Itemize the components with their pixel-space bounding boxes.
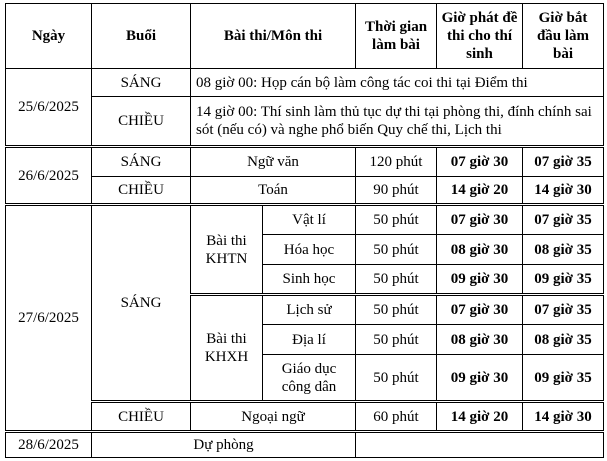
release-time-cell: 07 giờ 30 — [437, 295, 523, 325]
start-time-cell: 07 giờ 35 — [523, 205, 604, 235]
header-row — [6, 4, 604, 69]
header-subject: Bài thi/Môn thi — [191, 4, 356, 69]
note-cell: 08 giờ 00: Họp cán bộ làm công tác coi thi tại Điểm thi — [191, 69, 604, 97]
release-time-cell: 14 giờ 20 — [437, 402, 523, 432]
release-time-cell: 07 giờ 30 — [437, 147, 523, 177]
note-cell: 14 giờ 00: Thí sinh làm thủ tục dự thi tại phòng thi, đính chính sai sót (nếu có) và nghe phổ biến Quy chế thi, Lịch thi — [191, 97, 604, 147]
duration-cell: 60 phút — [356, 402, 437, 432]
start-time-cell: 14 giờ 30 — [523, 402, 604, 432]
exam-schedule-table — [5, 3, 604, 458]
duration-cell: 50 phút — [356, 235, 437, 265]
session-cell: SÁNG — [92, 147, 191, 177]
table-row — [6, 402, 604, 432]
release-time-cell: 14 giờ 20 — [437, 177, 523, 205]
start-time-cell: 08 giờ 35 — [523, 235, 604, 265]
subject-cell: Ngữ văn — [191, 147, 356, 177]
release-time-cell: 09 giờ 30 — [437, 355, 523, 402]
combined-test-label: Bài thi KHXH — [191, 295, 263, 402]
session-cell: SÁNG — [92, 69, 191, 97]
empty-cell — [356, 432, 604, 458]
subject-cell: Lịch sử — [263, 295, 356, 325]
table-row — [6, 147, 604, 177]
combined-test-label: Bài thi KHTN — [191, 205, 263, 295]
subject-cell: Hóa học — [263, 235, 356, 265]
release-time-cell: 08 giờ 30 — [437, 235, 523, 265]
subject-cell: Giáo dục công dân — [263, 355, 356, 402]
start-time-cell: 07 giờ 35 — [523, 295, 604, 325]
session-cell: SÁNG — [92, 205, 191, 402]
session-cell: CHIỀU — [92, 402, 191, 432]
header-start-time: Giờ bắt đầu làm bài — [523, 4, 604, 69]
session-cell: CHIỀU — [92, 97, 191, 147]
start-time-cell: 08 giờ 35 — [523, 325, 604, 355]
start-time-cell: 09 giờ 35 — [523, 265, 604, 295]
table-row — [6, 69, 604, 97]
duration-cell: 50 phút — [356, 295, 437, 325]
duration-cell: 50 phút — [356, 265, 437, 295]
subject-cell: Toán — [191, 177, 356, 205]
duration-cell: 90 phút — [356, 177, 437, 205]
release-time-cell: 09 giờ 30 — [437, 265, 523, 295]
duration-cell: 50 phút — [356, 325, 437, 355]
subject-cell: Vật lí — [263, 205, 356, 235]
header-date: Ngày — [6, 4, 92, 69]
date-cell: 26/6/2025 — [6, 147, 92, 205]
start-time-cell: 07 giờ 35 — [523, 147, 604, 177]
subject-cell: Địa lí — [263, 325, 356, 355]
subject-cell: Sinh học — [263, 265, 356, 295]
date-cell: 27/6/2025 — [6, 205, 92, 432]
header-release-time: Giờ phát đề thi cho thí sinh — [437, 4, 523, 69]
table-row — [6, 177, 604, 205]
session-cell: CHIỀU — [92, 177, 191, 205]
table-row — [6, 205, 604, 235]
start-time-cell: 09 giờ 35 — [523, 355, 604, 402]
table-row — [6, 97, 604, 147]
reserve-cell: Dự phòng — [92, 432, 356, 458]
duration-cell: 50 phút — [356, 205, 437, 235]
start-time-cell: 14 giờ 30 — [523, 177, 604, 205]
table-row — [6, 432, 604, 458]
date-cell: 25/6/2025 — [6, 69, 92, 147]
duration-cell: 120 phút — [356, 147, 437, 177]
subject-cell: Ngoại ngữ — [191, 402, 356, 432]
header-session: Buổi — [92, 4, 191, 69]
release-time-cell: 07 giờ 30 — [437, 205, 523, 235]
duration-cell: 50 phút — [356, 355, 437, 402]
date-cell: 28/6/2025 — [6, 432, 92, 458]
header-duration: Thời gian làm bài — [356, 4, 437, 69]
release-time-cell: 08 giờ 30 — [437, 325, 523, 355]
